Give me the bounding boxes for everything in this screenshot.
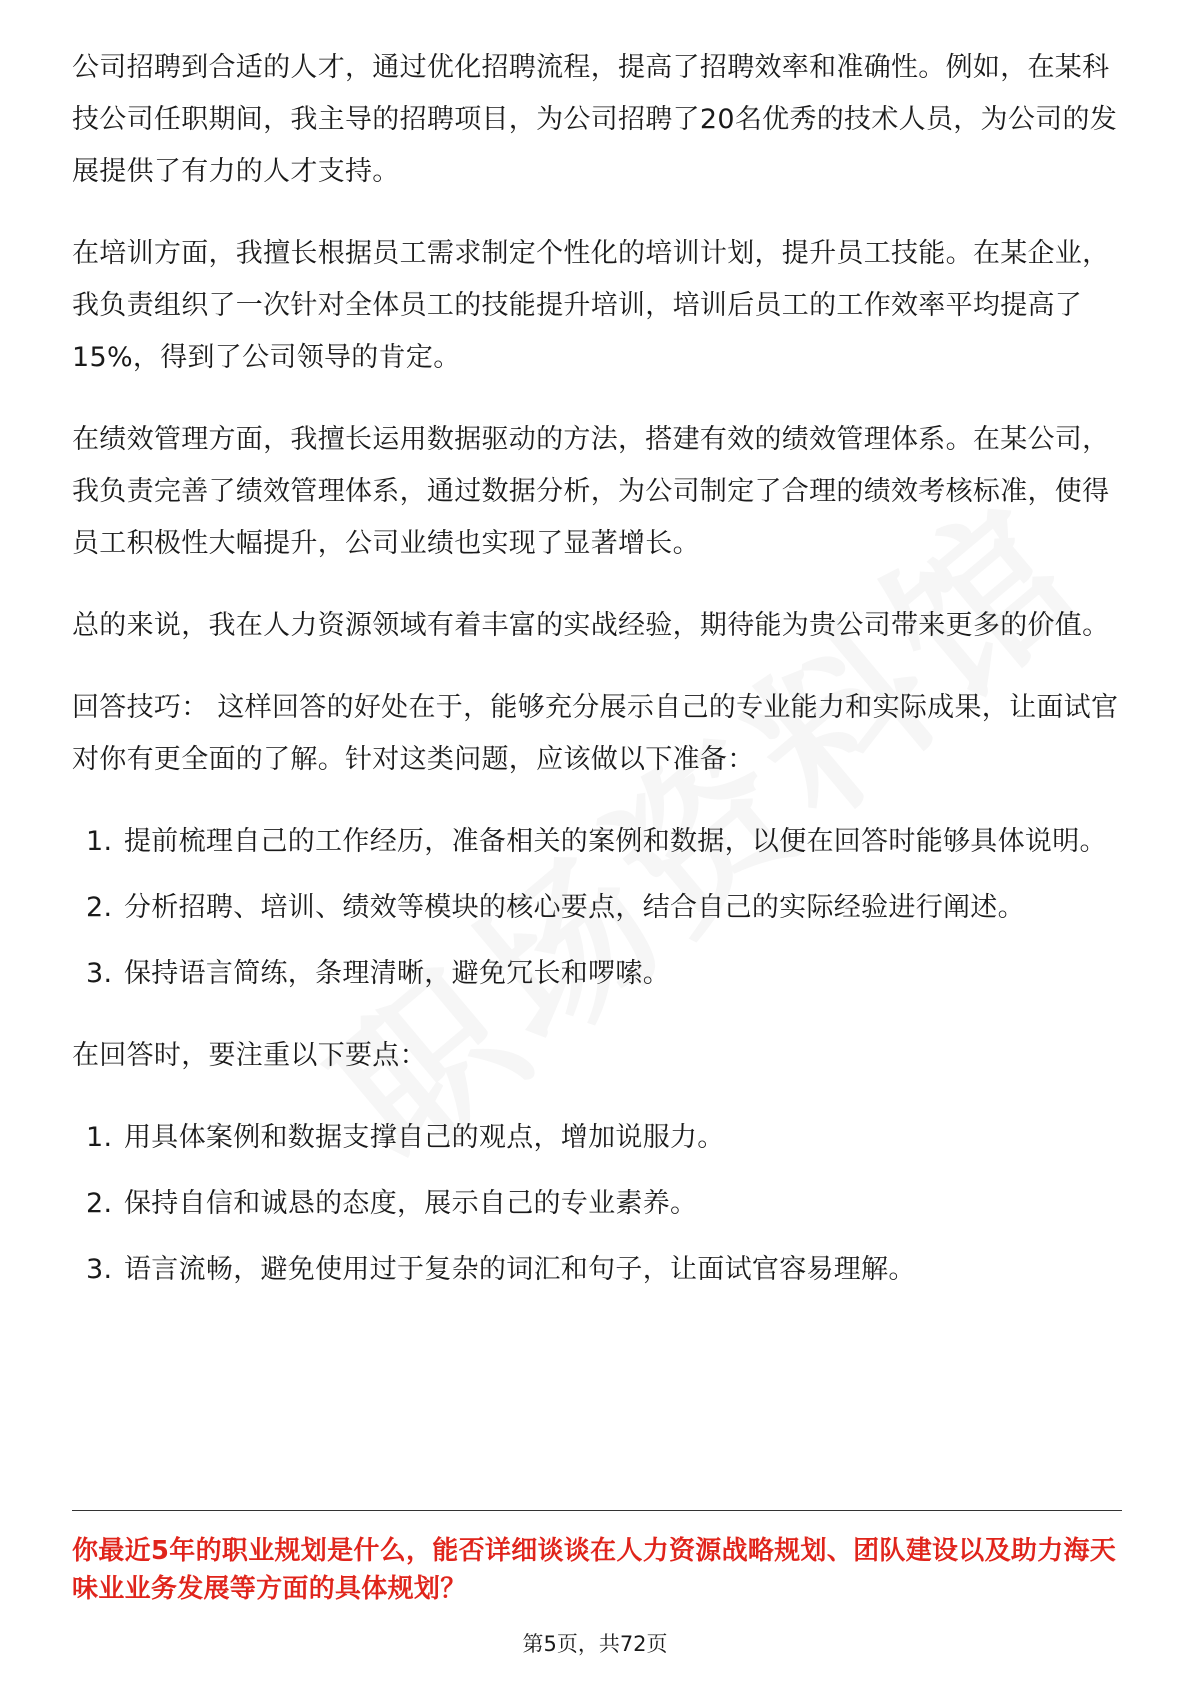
list-item — [72, 1178, 1122, 1230]
paragraph-answer-tips: 回答技巧： 这样回答的好处在于，能够充分展示自己的专业能力和实际成果，让面试官对你有更全面的了解。针对这类问题，应该做以下准备： — [72, 692, 1119, 775]
key-points-list — [72, 1112, 1122, 1296]
list-number: 1. — [86, 826, 113, 857]
list-item — [72, 1244, 1122, 1296]
list-number: 3. — [86, 1254, 113, 1285]
list-item — [72, 882, 1122, 934]
list-number: 1. — [86, 1122, 113, 1153]
list-text: 分析招聘、培训、绩效等模块的核心要点，结合自己的实际经验进行阐述。 — [124, 892, 1025, 923]
list-text: 保持自信和诚恳的态度，展示自己的专业素养。 — [124, 1188, 698, 1219]
page-footer: 第5页，共72页 — [522, 1632, 668, 1656]
list-item — [72, 1112, 1122, 1164]
list-number: 3. — [86, 958, 113, 989]
list-item — [72, 816, 1122, 868]
section-divider — [72, 1510, 1122, 1511]
list-text: 保持语言简练，条理清晰，避免冗长和啰嗦。 — [124, 958, 670, 989]
paragraph-recruitment: 公司招聘到合适的人才，通过优化招聘流程，提高了招聘效率和准确性。例如，在某科技公司任职期间，我主导的招聘项目，为公司招聘了20名优秀的技术人员，为公司的发展提供了有力的人才支持。 — [72, 52, 1118, 187]
list-text: 提前梳理自己的工作经历，准备相关的案例和数据，以便在回答时能够具体说明。 — [124, 826, 1107, 857]
list-text: 语言流畅，避免使用过于复杂的词汇和句子，让面试官容易理解。 — [124, 1254, 916, 1285]
paragraph-performance: 在绩效管理方面，我擅长运用数据驱动的方法，搭建有效的绩效管理体系。在某公司，我负责完善了绩效管理体系，通过数据分析，为公司制定了合理的绩效考核标准，使得员工积极性大幅提升，公司业绩也实现了显著增长。 — [72, 424, 1110, 559]
list-number: 2. — [86, 1188, 113, 1219]
document-body — [72, 42, 1122, 1326]
paragraph-summary: 总的来说，我在人力资源领域有着丰富的实战经验，期待能为贵公司带来更多的价值。 — [72, 610, 1110, 641]
paragraph-training: 在培训方面，我擅长根据员工需求制定个性化的培训计划，提升员工技能。在某企业，我负责组织了一次针对全体员工的技能提升培训，培训后员工的工作效率平均提高了15%，得到了公司领导的肯定。 — [72, 238, 1110, 373]
preparation-list — [72, 816, 1122, 1000]
list-text: 用具体案例和数据支撑自己的观点，增加说服力。 — [124, 1122, 725, 1153]
next-question-heading: 你最近5年的职业规划是什么，能否详细谈谈在人力资源战略规划、团队建设以及助力海天味业业务发展等方面的具体规划？ — [72, 1536, 1117, 1604]
list-item — [72, 948, 1122, 1000]
list-number: 2. — [86, 892, 113, 923]
paragraph-key-points: 在回答时，要注重以下要点： — [72, 1040, 427, 1071]
